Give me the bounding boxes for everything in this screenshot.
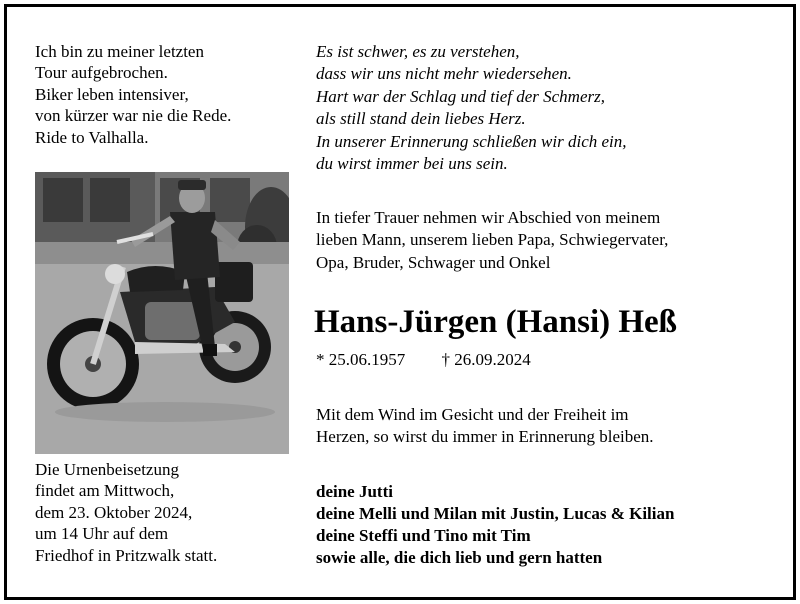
- birth-date: * 25.06.1957: [316, 350, 406, 369]
- burial-line: Die Urnenbeisetzung: [35, 460, 179, 479]
- deceased-name: Hans-Jürgen (Hansi) Heß: [314, 304, 678, 340]
- poem-line: als still stand dein liebes Herz.: [316, 109, 526, 129]
- announcement-text: [316, 207, 668, 274]
- life-dates: [316, 350, 531, 370]
- quote-line: Herzen, so wirst du immer in Erinnerung bleiben.: [316, 427, 654, 447]
- intro-line: von kürzer war nie die Rede.: [35, 106, 232, 126]
- quote-line: Mit dem Wind im Gesicht und der Freiheit im: [316, 405, 629, 424]
- intro-poem: [35, 41, 231, 148]
- motorcycle-photo: [35, 172, 289, 454]
- family-line: sowie alle, die dich lieb und gern hatten: [316, 548, 603, 567]
- intro-line: Ride to Valhalla.: [35, 127, 149, 147]
- burial-line: findet am Mittwoch,: [35, 481, 175, 501]
- poem-line: dass wir uns nicht mehr wiedersehen.: [316, 64, 572, 84]
- poem-line: Es ist schwer, es zu verstehen,: [316, 42, 520, 61]
- burial-line: um 14 Uhr auf dem: [35, 524, 169, 544]
- poem-line: In unserer Erinnerung schließen wir dich ein,: [316, 131, 627, 151]
- announcement-line: In tiefer Trauer nehmen wir Abschied von meinem: [316, 208, 661, 227]
- announcement-line: lieben Mann, unserem lieben Papa, Schwiegervater,: [316, 230, 669, 250]
- main-poem: [316, 41, 627, 175]
- wind-quote: [316, 404, 654, 449]
- obituary-card: [4, 4, 796, 600]
- intro-line: Biker leben intensiver,: [35, 84, 189, 104]
- family-line: deine Steffi und Tino mit Tim: [316, 526, 531, 545]
- burial-line: Friedhof in Pritzwalk statt.: [35, 545, 218, 565]
- poem-line: Hart war der Schlag und tief der Schmerz,: [316, 86, 605, 106]
- poem-line: du wirst immer bei uns sein.: [316, 154, 508, 174]
- burial-info: [35, 459, 217, 566]
- announcement-line: Opa, Bruder, Schwager und Onkel: [316, 252, 551, 272]
- intro-line: Ich bin zu meiner letzten: [35, 42, 204, 61]
- burial-line: dem 23. Oktober 2024,: [35, 502, 193, 522]
- family-signatures: [316, 481, 674, 569]
- family-line: deine Jutti: [316, 482, 393, 501]
- intro-line: Tour aufgebrochen.: [35, 63, 168, 83]
- death-date: † 26.09.2024: [441, 350, 531, 369]
- family-line: deine Melli und Milan mit Justin, Lucas & Kilian: [316, 504, 675, 523]
